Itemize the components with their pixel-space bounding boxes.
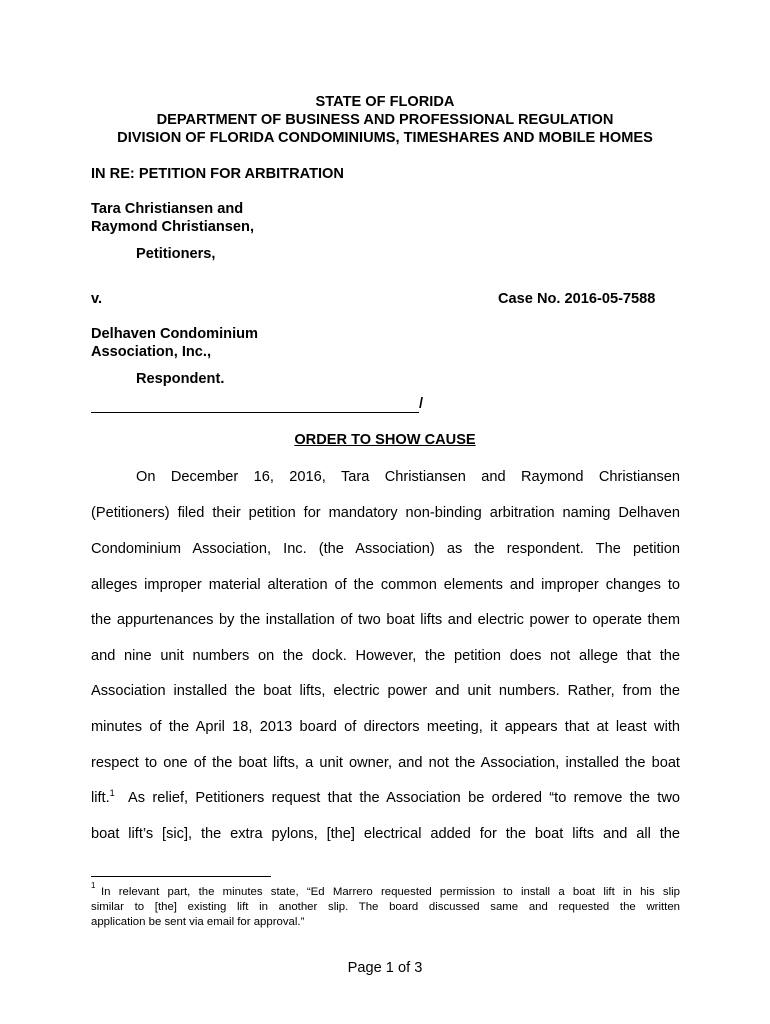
body-line: minutes of the April 18, 2013 board of directors meeting, it appears that at least with (91, 719, 680, 735)
petitioner-name-line2: Raymond Christiansen, (91, 219, 254, 235)
footnote-line: In relevant part, the minutes state, “Ed Marrero requested permission to install a boat lift in his slip (101, 886, 680, 898)
respondent-label: Respondent. (136, 371, 225, 387)
caption-in-re: IN RE: PETITION FOR ARBITRATION (91, 166, 344, 182)
body-line-lift (91, 788, 133, 808)
header-department: DEPARTMENT OF BUSINESS AND PROFESSIONAL REGULATION (156, 112, 614, 128)
body-line: (Petitioners) filed their petition for mandatory non-binding arbitration naming Delhaven (91, 505, 680, 521)
versus: v. (91, 291, 103, 307)
page-number: Page 1 of 3 (347, 960, 423, 976)
body-line: respect to one of the boat lifts, a unit owner, and not the Association, installed the boat (91, 755, 680, 771)
body-line: boat lift’s [sic], the extra pylons, [the] electrical added for the boat lifts and all the (91, 826, 680, 842)
body-line: alleges improper material alteration of the common elements and improper changes to (91, 577, 680, 593)
caption-signature-line (91, 412, 419, 413)
body-line-lift-text: lift. (91, 790, 110, 806)
footnote-line: application be sent via email for approval.” (91, 916, 305, 928)
header-division: DIVISION OF FLORIDA CONDOMINIUMS, TIMESHARES AND MOBILE HOMES (117, 130, 653, 146)
body-line: On December 16, 2016, Tara Christiansen and Raymond Christiansen (136, 469, 680, 485)
body-line: the appurtenances by the installation of two boat lifts and electric power to operate them (91, 612, 680, 628)
footnote-reference: 1 (109, 788, 115, 799)
footnote-number: 1 (91, 881, 96, 891)
order-title: ORDER TO SHOW CAUSE (294, 432, 476, 448)
respondent-name-line2: Association, Inc., (91, 344, 212, 360)
header-state: STATE OF FLORIDA (315, 94, 455, 110)
footnote-separator (91, 876, 271, 877)
footnote-line: similar to [the] existing lift in another slip. The board discussed same and requested the written (91, 901, 680, 913)
caption-signature-slash: / (419, 396, 424, 412)
petitioners-label: Petitioners, (136, 246, 216, 262)
respondent-name-line1: Delhaven Condominium (91, 326, 259, 342)
body-line: Association installed the boat lifts, electric power and unit numbers. Rather, from the (91, 683, 680, 699)
body-line: As relief, Petitioners request that the Association be ordered “to remove the two (128, 790, 680, 806)
body-line: and nine unit numbers on the dock. However, the petition does not allege that the (91, 648, 680, 664)
petitioner-name-line1: Tara Christiansen and (91, 201, 244, 217)
body-line: Condominium Association, Inc. (the Association) as the respondent. The petition (91, 541, 680, 557)
case-number: Case No. 2016-05-7588 (498, 291, 656, 307)
footnote-number-wrap (91, 883, 99, 898)
